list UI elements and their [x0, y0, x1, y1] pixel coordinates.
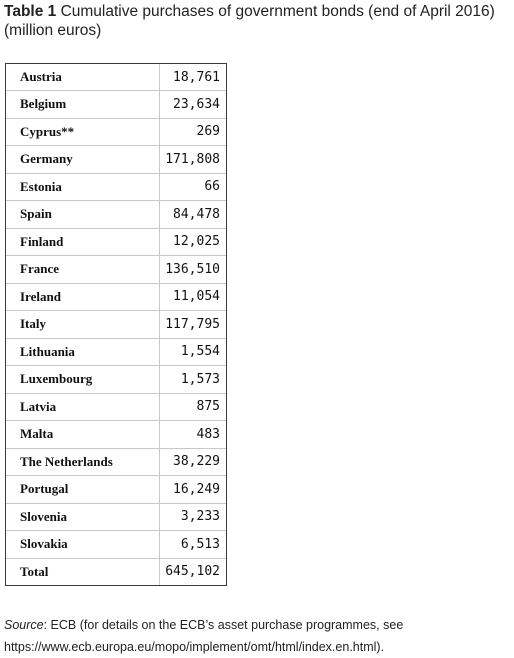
table-row	[6, 201, 226, 229]
value-cell: 18,761	[160, 64, 227, 91]
country-cell: Ireland	[6, 283, 160, 311]
value-cell: 23,634	[160, 91, 227, 119]
total-label-cell: Total	[6, 558, 160, 585]
country-cell: Belgium	[6, 91, 160, 119]
value-cell: 11,054	[160, 283, 227, 311]
table-caption-label: Table 1	[4, 3, 57, 20]
country-cell: Malta	[6, 421, 160, 449]
value-cell: 3,233	[160, 503, 227, 531]
source-link[interactable]: https://www.ecb.europa.eu/mopo/implement/omt/html/index.en.html	[4, 640, 377, 654]
source-note	[4, 614, 512, 658]
country-cell: Italy	[6, 311, 160, 339]
value-cell: 38,229	[160, 448, 227, 476]
country-cell: Lithuania	[6, 338, 160, 366]
value-cell: 1,573	[160, 366, 227, 394]
value-cell: 875	[160, 393, 227, 421]
country-cell: Spain	[6, 201, 160, 229]
table-row	[6, 256, 226, 284]
country-cell: Finland	[6, 228, 160, 256]
country-cell: Germany	[6, 146, 160, 174]
table-row	[6, 448, 226, 476]
table-row	[6, 146, 226, 174]
country-cell: Austria	[6, 64, 160, 91]
country-cell: Cyprus**	[6, 118, 160, 146]
country-cell: Estonia	[6, 173, 160, 201]
table-row	[6, 118, 226, 146]
country-cell: Latvia	[6, 393, 160, 421]
table-row	[6, 338, 226, 366]
total-row	[6, 558, 226, 585]
value-cell: 171,808	[160, 146, 227, 174]
table-row	[6, 531, 226, 559]
value-cell: 117,795	[160, 311, 227, 339]
value-cell: 1,554	[160, 338, 227, 366]
source-text-end: ).	[376, 640, 385, 654]
table-caption-text: Cumulative purchases of government bonds (end of April 2016) (million euros)	[4, 3, 495, 39]
value-cell: 6,513	[160, 531, 227, 559]
table-row	[6, 393, 226, 421]
table-row	[6, 311, 226, 339]
table-row	[6, 91, 226, 119]
value-cell: 269	[160, 118, 227, 146]
source-text: : ECB (for details on the ECB’s asset purchase programmes, see	[43, 618, 404, 632]
table-row	[6, 366, 226, 394]
country-cell: Slovenia	[6, 503, 160, 531]
table-row	[6, 283, 226, 311]
value-cell: 84,478	[160, 201, 227, 229]
table-row	[6, 476, 226, 504]
value-cell: 12,025	[160, 228, 227, 256]
table-row	[6, 173, 226, 201]
table-row	[6, 228, 226, 256]
total-value-cell: 645,102	[160, 558, 227, 585]
country-cell: Luxembourg	[6, 366, 160, 394]
country-cell: Portugal	[6, 476, 160, 504]
table-row	[6, 421, 226, 449]
value-cell: 66	[160, 173, 227, 201]
country-cell: France	[6, 256, 160, 284]
source-label: Source	[4, 618, 44, 632]
table-caption	[4, 2, 512, 40]
value-cell: 483	[160, 421, 227, 449]
table-row	[6, 64, 226, 91]
value-cell: 16,249	[160, 476, 227, 504]
country-cell: The Netherlands	[6, 448, 160, 476]
table-row	[6, 503, 226, 531]
value-cell: 136,510	[160, 256, 227, 284]
bond-purchases-table	[5, 63, 227, 586]
country-cell: Slovakia	[6, 531, 160, 559]
